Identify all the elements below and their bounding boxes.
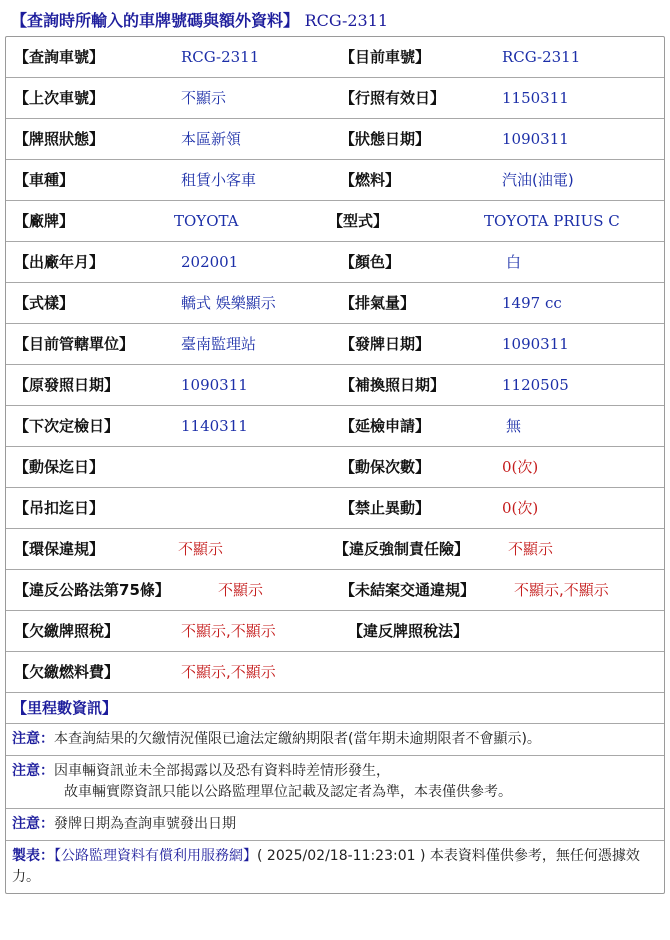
label-issue-date: 【發牌日期】 xyxy=(340,335,431,353)
title-plate: RCG-2311 xyxy=(304,11,389,30)
label-insurance-violation: 【違反強制責任險】 xyxy=(334,540,470,558)
value-fuel: 汽油(油電) xyxy=(502,171,574,189)
value-env-violation: 不顯示 xyxy=(178,540,224,558)
value-manufacture-date: 202001 xyxy=(181,253,239,271)
note-text: 本查詢結果的欠繳情況僅限已逾法定繳納期限者(當年期未逾期限者不會顯示)。 xyxy=(54,731,541,747)
table-row xyxy=(6,37,664,77)
label-suspension-end-date: 【吊扣迄日】 xyxy=(14,499,105,517)
table-row xyxy=(6,487,664,528)
table-row xyxy=(6,159,664,200)
table-row xyxy=(6,528,664,569)
label-jurisdiction: 【目前管轄單位】 xyxy=(14,335,135,353)
label-status-date: 【狀態日期】 xyxy=(340,130,431,148)
note-overdue xyxy=(6,723,664,755)
mileage-section-title: 【里程數資訊】 xyxy=(6,692,664,723)
value-vehicle-type: 租賃小客車 xyxy=(181,171,257,189)
value-plate-status: 本區新領 xyxy=(181,130,242,148)
footer-label: 製表： xyxy=(12,848,54,864)
label-plate-status: 【牌照狀態】 xyxy=(14,130,105,148)
table-row xyxy=(6,241,664,282)
label-previous-plate: 【上次車號】 xyxy=(14,89,105,107)
table-row xyxy=(6,364,664,405)
value-jurisdiction: 臺南監理站 xyxy=(181,335,257,353)
report-footer xyxy=(6,840,664,893)
value-insurance-violation: 不顯示 xyxy=(508,540,554,558)
value-previous-plate: 不顯示 xyxy=(181,89,227,107)
service-link[interactable]: 【公路監理資料有償利用服務網】 xyxy=(54,848,257,864)
note-text: 故車輛實際資訊只能以公路監理單位記載及認定者為準，本表僅供參考。 xyxy=(64,784,512,800)
vehicle-report xyxy=(5,6,665,894)
value-displacement: 1497 cc xyxy=(502,294,562,312)
note-text: 發牌日期為查詢車號發出日期 xyxy=(54,816,236,832)
label-manufacture-date: 【出廠年月】 xyxy=(14,253,105,271)
value-status-date: 1090311 xyxy=(502,130,569,148)
value-unpaid-license-tax: 不顯示,不顯示 xyxy=(181,622,276,640)
value-unpaid-fuel-fee: 不顯示,不顯示 xyxy=(181,663,276,681)
table-row xyxy=(6,569,664,610)
label-transfer-ban: 【禁止異動】 xyxy=(340,499,431,517)
label-current-plate: 【目前車號】 xyxy=(340,48,431,66)
table-row xyxy=(6,405,664,446)
value-inspection-extension: 無 xyxy=(506,417,522,435)
table-row xyxy=(6,651,664,692)
title-text: 【查詢時所輸入的車牌號碼與額外資料】 xyxy=(11,11,300,30)
footer-text: ( 2025/02/18-11:23:01 ) 本表資料僅供參考，無任何憑據效力。 xyxy=(12,848,640,885)
table-row xyxy=(6,200,664,241)
value-replacement-date: 1120505 xyxy=(502,376,569,394)
table-row xyxy=(6,610,664,651)
label-highway-act-violation: 【違反公路法第75條】 xyxy=(14,581,170,599)
table-row xyxy=(6,282,664,323)
label-body-style: 【式樣】 xyxy=(14,294,75,312)
value-current-plate: RCG-2311 xyxy=(502,48,581,66)
value-license-expiry: 1150311 xyxy=(502,89,569,107)
value-open-traffic-violations: 不顯示,不顯示 xyxy=(514,581,609,599)
label-replacement-date: 【補換照日期】 xyxy=(340,376,446,394)
value-brand: TOYOTA xyxy=(174,212,239,230)
label-inspection-extension: 【延檢申請】 xyxy=(340,417,431,435)
label-original-issue-date: 【原發照日期】 xyxy=(14,376,120,394)
label-model: 【型式】 xyxy=(328,212,389,230)
value-issue-date: 1090311 xyxy=(502,335,569,353)
value-next-inspection: 1140311 xyxy=(181,417,248,435)
label-displacement: 【排氣量】 xyxy=(340,294,416,312)
value-original-issue-date: 1090311 xyxy=(181,376,248,394)
label-next-inspection: 【下次定檢日】 xyxy=(14,417,120,435)
label-vehicle-type: 【車種】 xyxy=(14,171,75,189)
label-brand: 【廠牌】 xyxy=(14,212,75,230)
note-label: 注意： xyxy=(12,763,54,779)
label-unpaid-fuel-fee: 【欠繳燃料費】 xyxy=(14,663,120,681)
value-model: TOYOTA PRIUS C xyxy=(484,212,620,230)
label-color: 【顏色】 xyxy=(340,253,401,271)
value-transfer-ban: 0(次) xyxy=(502,499,539,517)
table-row xyxy=(6,77,664,118)
note-disclaimer xyxy=(6,755,664,808)
note-label: 注意： xyxy=(12,816,54,832)
note-text: 因車輛資訊並未全部揭露以及恐有資料時差情形發生， xyxy=(54,763,390,779)
table-row xyxy=(6,323,664,364)
note-issue-date xyxy=(6,808,664,840)
label-lien-end-date: 【動保迄日】 xyxy=(14,458,105,476)
label-open-traffic-violations: 【未結案交通違規】 xyxy=(340,581,476,599)
value-body-style: 轎式 娛樂顯示 xyxy=(181,294,276,312)
label-query-plate: 【查詢車號】 xyxy=(14,48,105,66)
label-license-expiry: 【行照有效日】 xyxy=(340,89,446,107)
value-lien-count: 0(次) xyxy=(502,458,539,476)
value-color: 白 xyxy=(506,253,522,271)
table-row xyxy=(6,118,664,159)
value-highway-act-violation: 不顯示 xyxy=(218,581,264,599)
value-query-plate: RCG-2311 xyxy=(181,48,260,66)
label-license-tax-violation: 【違反牌照稅法】 xyxy=(348,622,469,640)
label-fuel: 【燃料】 xyxy=(340,171,401,189)
report-title xyxy=(5,6,665,36)
label-env-violation: 【環保違規】 xyxy=(14,540,105,558)
info-table xyxy=(5,36,665,894)
label-lien-count: 【動保次數】 xyxy=(340,458,431,476)
label-unpaid-license-tax: 【欠繳牌照稅】 xyxy=(14,622,120,640)
note-label: 注意： xyxy=(12,731,54,747)
table-row xyxy=(6,446,664,487)
